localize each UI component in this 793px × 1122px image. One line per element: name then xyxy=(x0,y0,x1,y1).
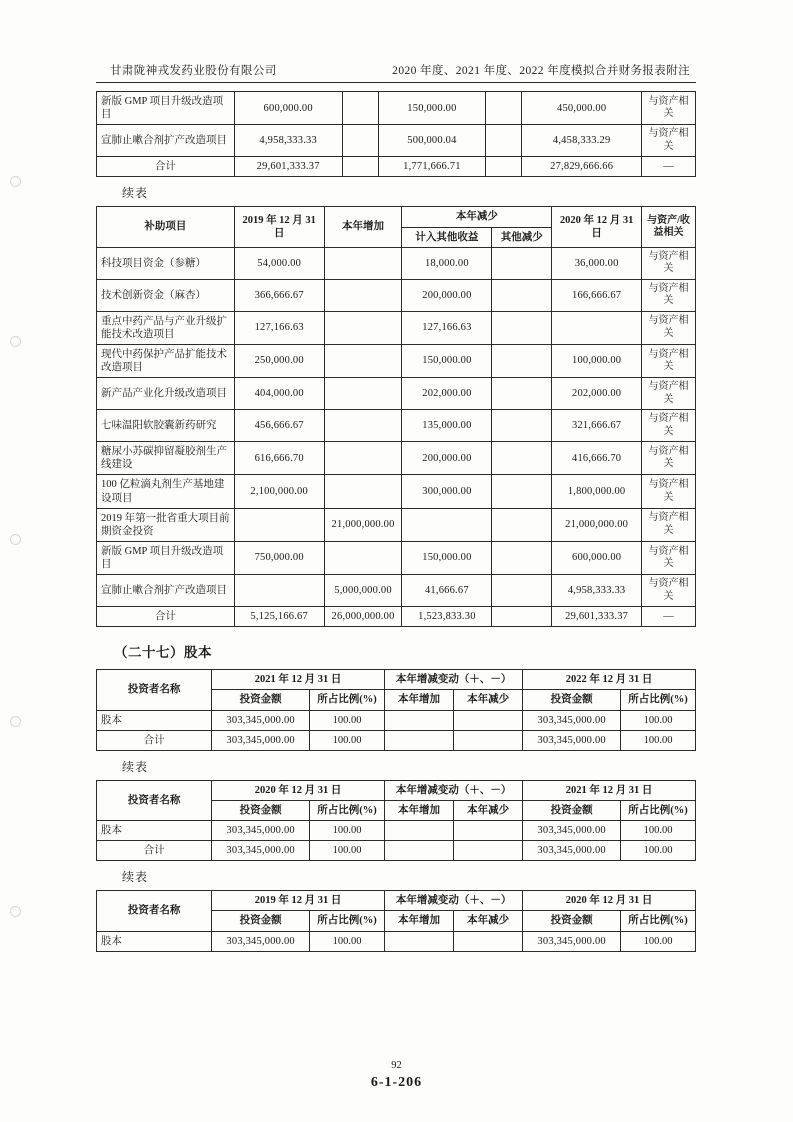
grant-end: 27,829,666.66 xyxy=(522,157,642,177)
grant-begin: 600,000.00 xyxy=(234,92,342,125)
grant-add xyxy=(324,541,402,574)
grant-dec2 xyxy=(486,125,522,157)
col-add: 本年增加 xyxy=(324,207,402,247)
share-capital-table-2020 xyxy=(96,890,696,951)
col-end-ratio: 所占比例(%) xyxy=(621,690,696,710)
grant-dec2 xyxy=(486,92,522,125)
grant-begin: 404,000.00 xyxy=(234,378,324,410)
grant-add: 26,000,000.00 xyxy=(324,607,402,627)
col-change-group: 本年增减变动（＋、－） xyxy=(384,670,522,690)
col-add: 本年增加 xyxy=(384,911,453,931)
col-begin: 2019 年 12 月 31 日 xyxy=(234,207,324,247)
col-sub: 本年减少 xyxy=(454,690,523,710)
table-row xyxy=(97,344,696,377)
begin-amount: 303,345,000.00 xyxy=(212,821,310,841)
table-row xyxy=(97,821,696,841)
table-total-row xyxy=(97,607,696,627)
continued-table-label: 续表 xyxy=(122,186,149,201)
grant-name: 宣肺止嗽合剂扩产改造项目 xyxy=(97,575,235,607)
grant-end: 36,000.00 xyxy=(552,247,642,279)
grant-add xyxy=(324,378,402,410)
grant-dec1: 135,000.00 xyxy=(402,410,492,442)
grant-dec1: 150,000.00 xyxy=(402,344,492,377)
share-capital-table-2022 xyxy=(96,669,696,751)
col-begin-date: 2019 年 12 月 31 日 xyxy=(212,891,385,911)
col-investor: 投资者名称 xyxy=(97,891,212,931)
end-amount: 303,345,000.00 xyxy=(523,730,621,750)
grant-add xyxy=(342,92,378,125)
hole-punch-mark xyxy=(10,176,21,187)
grant-relation: 与资产相关 xyxy=(642,125,696,157)
page-number: 92 xyxy=(391,1060,402,1071)
grant-relation: 与资产相关 xyxy=(642,475,696,508)
table-total-row xyxy=(97,841,696,861)
grant-add xyxy=(342,125,378,157)
grant-name: 宣肺止嗽合剂扩产改造项目 xyxy=(97,125,235,157)
col-add: 本年增加 xyxy=(384,690,453,710)
grant-dec1: 150,000.00 xyxy=(378,92,486,125)
investor-name: 股本 xyxy=(97,710,212,730)
grant-dec2 xyxy=(492,508,552,541)
grant-add xyxy=(324,442,402,475)
table-row xyxy=(97,378,696,410)
report-title: 2020 年度、2021 年度、2022 年度模拟合并财务报表附注 xyxy=(392,65,690,77)
investor-name: 合计 xyxy=(97,841,212,861)
table-row xyxy=(97,92,696,125)
grant-name: 七味温阳软胶囊新药研究 xyxy=(97,410,235,442)
year-add xyxy=(384,710,453,730)
begin-ratio: 100.00 xyxy=(310,931,385,951)
begin-ratio: 100.00 xyxy=(310,710,385,730)
end-ratio: 100.00 xyxy=(621,821,696,841)
grant-relation: 与资产相关 xyxy=(642,311,696,344)
company-name: 甘肃陇神戎发药业股份有限公司 xyxy=(110,65,277,77)
hole-punch-mark xyxy=(10,534,21,545)
grant-begin: 5,125,166.67 xyxy=(234,607,324,627)
grant-dec1: 500,000.04 xyxy=(378,125,486,157)
col-begin-date: 2020 年 12 月 31 日 xyxy=(212,780,385,800)
begin-amount: 303,345,000.00 xyxy=(212,931,310,951)
grant-name: 糖尿小苏碳抑留凝胶剂生产线建设 xyxy=(97,442,235,475)
col-investor: 投资者名称 xyxy=(97,670,212,710)
grant-end: 416,666.70 xyxy=(552,442,642,475)
table-header-row xyxy=(97,891,696,911)
end-ratio: 100.00 xyxy=(621,730,696,750)
col-sub: 本年减少 xyxy=(454,800,523,820)
col-end-ratio: 所占比例(%) xyxy=(621,800,696,820)
grant-add xyxy=(324,410,402,442)
grant-end: 321,666.67 xyxy=(552,410,642,442)
grant-end: 29,601,333.37 xyxy=(552,607,642,627)
table-header-row xyxy=(97,207,696,227)
grant-add: 21,000,000.00 xyxy=(324,508,402,541)
grant-begin: 456,666.67 xyxy=(234,410,324,442)
grant-name: 新版 GMP 项目升级改造项目 xyxy=(97,541,235,574)
grant-relation: 与资产相关 xyxy=(642,508,696,541)
col-end: 2020 年 12 月 31 日 xyxy=(552,207,642,247)
grant-begin xyxy=(234,508,324,541)
grant-dec2 xyxy=(492,475,552,508)
col-add: 本年增加 xyxy=(384,800,453,820)
grant-relation: 与资产相关 xyxy=(642,92,696,125)
table-header-row xyxy=(97,670,696,690)
end-amount: 303,345,000.00 xyxy=(523,931,621,951)
grant-name: 新产品产业化升级改造项目 xyxy=(97,378,235,410)
col-change-group: 本年增减变动（＋、－） xyxy=(384,891,522,911)
grant-dec2 xyxy=(492,541,552,574)
end-amount: 303,345,000.00 xyxy=(523,841,621,861)
grant-name: 科技项目资金（参糖） xyxy=(97,247,235,279)
begin-ratio: 100.00 xyxy=(310,841,385,861)
grant-end: 4,958,333.33 xyxy=(552,575,642,607)
year-add xyxy=(384,730,453,750)
table-header-row xyxy=(97,780,696,800)
end-ratio: 100.00 xyxy=(621,710,696,730)
grant-begin: 616,666.70 xyxy=(234,442,324,475)
begin-ratio: 100.00 xyxy=(310,821,385,841)
grant-name: 合计 xyxy=(97,607,235,627)
grant-dec2 xyxy=(492,607,552,627)
grant-begin: 29,601,333.37 xyxy=(234,157,342,177)
col-begin-ratio: 所占比例(%) xyxy=(310,690,385,710)
grant-relation: — xyxy=(642,157,696,177)
grant-relation: 与资产相关 xyxy=(642,378,696,410)
col-item: 补助项目 xyxy=(97,207,235,247)
grant-dec1: 41,666.67 xyxy=(402,575,492,607)
col-end-amount: 投资金额 xyxy=(523,690,621,710)
grant-end: 202,000.00 xyxy=(552,378,642,410)
grant-begin: 250,000.00 xyxy=(234,344,324,377)
grant-add: 5,000,000.00 xyxy=(324,575,402,607)
grant-relation: 与资产相关 xyxy=(642,344,696,377)
table-row xyxy=(97,247,696,279)
grant-add xyxy=(324,279,402,311)
grant-add xyxy=(324,344,402,377)
grant-begin: 750,000.00 xyxy=(234,541,324,574)
grant-relation: — xyxy=(642,607,696,627)
investor-name: 股本 xyxy=(97,821,212,841)
table-row xyxy=(97,442,696,475)
col-end-date: 2020 年 12 月 31 日 xyxy=(523,891,696,911)
table-row xyxy=(97,410,696,442)
year-sub xyxy=(454,931,523,951)
col-begin-ratio: 所占比例(%) xyxy=(310,800,385,820)
grant-dec1: 202,000.00 xyxy=(402,378,492,410)
grant-end: 166,666.67 xyxy=(552,279,642,311)
col-begin-amount: 投资金额 xyxy=(212,911,310,931)
grant-dec1: 150,000.00 xyxy=(402,541,492,574)
grant-end: 1,800,000.00 xyxy=(552,475,642,508)
hole-punch-mark xyxy=(10,336,21,347)
grant-begin: 4,958,333.33 xyxy=(234,125,342,157)
grant-dec1: 300,000.00 xyxy=(402,475,492,508)
grant-add xyxy=(324,475,402,508)
hole-punch-mark xyxy=(10,716,21,727)
grant-dec2 xyxy=(492,378,552,410)
col-begin-amount: 投资金额 xyxy=(212,800,310,820)
page-header xyxy=(96,62,696,83)
grant-end: 4,458,333.29 xyxy=(522,125,642,157)
page-content xyxy=(96,62,696,952)
col-begin-ratio: 所占比例(%) xyxy=(310,911,385,931)
grant-relation: 与资产相关 xyxy=(642,442,696,475)
col-end-date: 2022 年 12 月 31 日 xyxy=(523,670,696,690)
begin-amount: 303,345,000.00 xyxy=(212,730,310,750)
grant-dec2 xyxy=(492,311,552,344)
table-row xyxy=(97,475,696,508)
table-row xyxy=(97,931,696,951)
col-change-group: 本年增减变动（＋、－） xyxy=(384,780,522,800)
grant-add xyxy=(342,157,378,177)
grant-end: 100,000.00 xyxy=(552,344,642,377)
col-end-ratio: 所占比例(%) xyxy=(621,911,696,931)
hole-punch-mark xyxy=(10,906,21,917)
end-amount: 303,345,000.00 xyxy=(523,710,621,730)
grant-name: 100 亿粒滴丸剂生产基地建设项目 xyxy=(97,475,235,508)
year-sub xyxy=(454,710,523,730)
year-add xyxy=(384,821,453,841)
year-add xyxy=(384,931,453,951)
grant-relation: 与资产相关 xyxy=(642,247,696,279)
grant-name: 2019 年第一批省重大项目前期资金投资 xyxy=(97,508,235,541)
grant-dec1 xyxy=(402,508,492,541)
grant-name: 合计 xyxy=(97,157,235,177)
grant-name: 重点中药产品与产业升级扩能技术改造项目 xyxy=(97,311,235,344)
section-heading: （二十七）股本 xyxy=(114,645,212,661)
grant-dec1: 200,000.00 xyxy=(402,279,492,311)
grant-dec1: 200,000.00 xyxy=(402,442,492,475)
grant-dec2 xyxy=(492,279,552,311)
grant-dec1: 1,771,666.71 xyxy=(378,157,486,177)
grants-table-2020 xyxy=(96,206,696,627)
grant-dec2 xyxy=(492,247,552,279)
grant-dec1: 127,166.63 xyxy=(402,311,492,344)
grant-dec1: 1,523,833.30 xyxy=(402,607,492,627)
table-row xyxy=(97,541,696,574)
col-begin-amount: 投资金额 xyxy=(212,690,310,710)
grant-begin: 54,000.00 xyxy=(234,247,324,279)
investor-name: 股本 xyxy=(97,931,212,951)
begin-amount: 303,345,000.00 xyxy=(212,841,310,861)
grant-relation: 与资产相关 xyxy=(642,410,696,442)
continued-table-label: 续表 xyxy=(122,870,149,885)
grant-dec2 xyxy=(486,157,522,177)
grant-end: 450,000.00 xyxy=(522,92,642,125)
grant-relation: 与资产相关 xyxy=(642,541,696,574)
grant-dec2 xyxy=(492,410,552,442)
col-dec-other-income: 计入其他收益 xyxy=(402,227,492,247)
year-sub xyxy=(454,730,523,750)
grant-end: 600,000.00 xyxy=(552,541,642,574)
end-ratio: 100.00 xyxy=(621,931,696,951)
col-relation: 与资产/收益相关 xyxy=(642,207,696,247)
grant-name: 新版 GMP 项目升级改造项目 xyxy=(97,92,235,125)
grant-add xyxy=(324,247,402,279)
grant-dec2 xyxy=(492,575,552,607)
grant-end xyxy=(552,311,642,344)
col-end-amount: 投资金额 xyxy=(523,911,621,931)
grant-begin xyxy=(234,575,324,607)
col-dec-other: 其他减少 xyxy=(492,227,552,247)
grant-end: 21,000,000.00 xyxy=(552,508,642,541)
year-sub xyxy=(454,821,523,841)
continued-table-label: 续表 xyxy=(122,759,149,774)
table-total-row xyxy=(97,730,696,750)
grant-name: 现代中药保护产品扩能技术改造项目 xyxy=(97,344,235,377)
grants-table-continuation xyxy=(96,91,696,177)
table-row xyxy=(97,311,696,344)
investor-name: 合计 xyxy=(97,730,212,750)
grant-dec1: 18,000.00 xyxy=(402,247,492,279)
end-amount: 303,345,000.00 xyxy=(523,821,621,841)
table-total-row xyxy=(97,157,696,177)
table-row xyxy=(97,125,696,157)
grant-begin: 127,166.63 xyxy=(234,311,324,344)
col-begin-date: 2021 年 12 月 31 日 xyxy=(212,670,385,690)
table-row xyxy=(97,508,696,541)
grant-dec2 xyxy=(492,344,552,377)
document-page-number: 6-1-206 xyxy=(370,1075,423,1090)
begin-ratio: 100.00 xyxy=(310,730,385,750)
table-row xyxy=(97,575,696,607)
year-add xyxy=(384,841,453,861)
end-ratio: 100.00 xyxy=(621,841,696,861)
grant-name: 技术创新资金（麻杏） xyxy=(97,279,235,311)
col-sub: 本年减少 xyxy=(454,911,523,931)
grant-relation: 与资产相关 xyxy=(642,575,696,607)
grant-begin: 2,100,000.00 xyxy=(234,475,324,508)
grant-add xyxy=(324,311,402,344)
grant-relation: 与资产相关 xyxy=(642,279,696,311)
share-capital-table-2021 xyxy=(96,780,696,862)
col-decrease-group: 本年减少 xyxy=(402,207,552,227)
col-investor: 投资者名称 xyxy=(97,780,212,820)
table-row xyxy=(97,710,696,730)
col-end-date: 2021 年 12 月 31 日 xyxy=(523,780,696,800)
col-end-amount: 投资金额 xyxy=(523,800,621,820)
grant-dec2 xyxy=(492,442,552,475)
table-row xyxy=(97,279,696,311)
grant-begin: 366,666.67 xyxy=(234,279,324,311)
begin-amount: 303,345,000.00 xyxy=(212,710,310,730)
year-sub xyxy=(454,841,523,861)
